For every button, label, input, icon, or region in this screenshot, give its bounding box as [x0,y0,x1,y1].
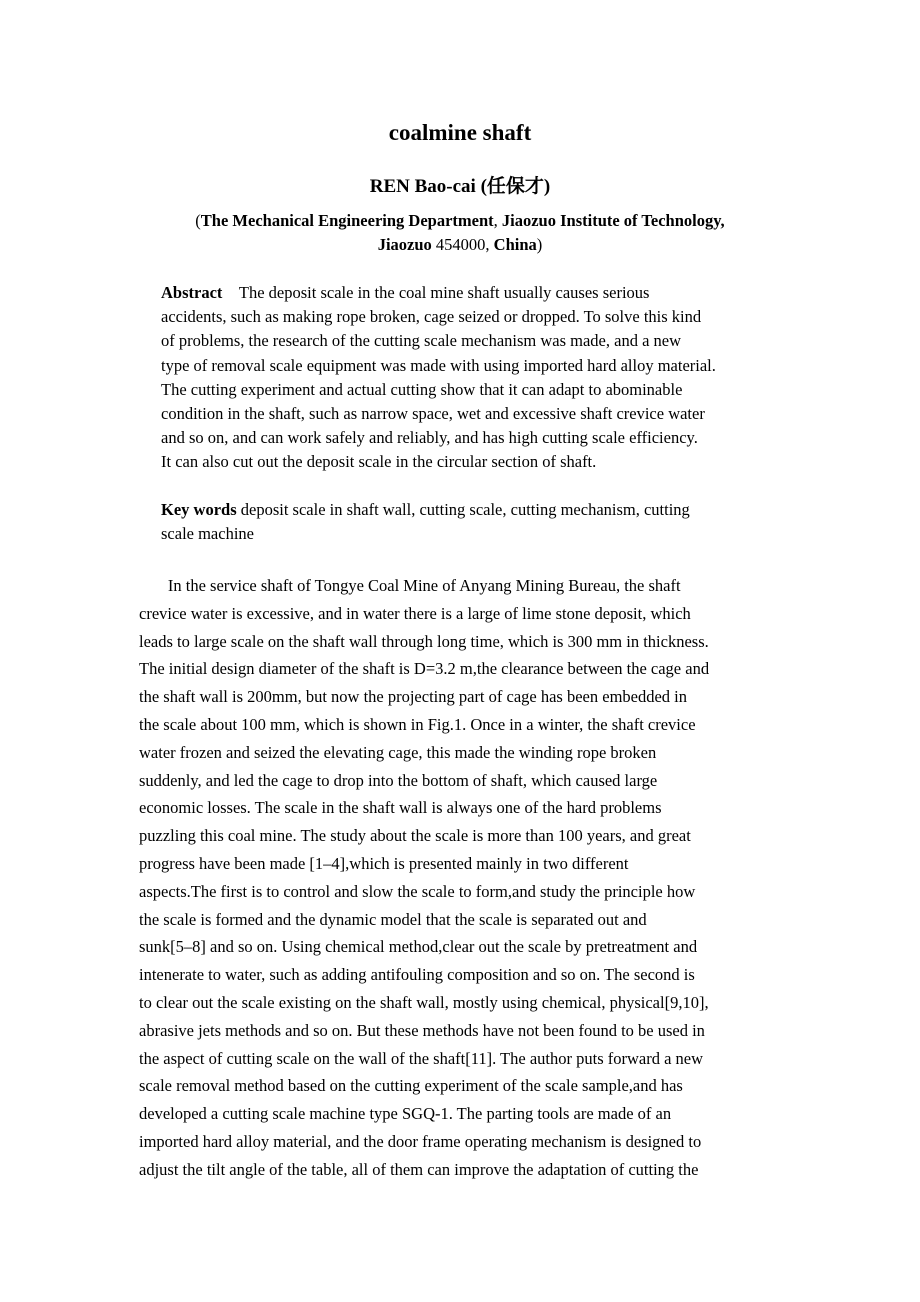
body-line: the scale about 100 mm, which is shown in Fig.1. Once in a winter, the shaft crevice [139,714,696,734]
body-line: intenerate to water, such as adding antifouling composition and so on. The second is [139,965,695,985]
author-name: REN Bao-cai (任保才) [369,176,551,197]
body-line: developed a cutting scale machine type SGQ-1. The parting tools are made of an [139,1104,672,1124]
keywords-line: scale machine [161,524,254,544]
affiliation-separator: , [493,211,502,230]
body-line: economic losses. The scale in the shaft wall is always one of the hard problems [139,798,662,818]
abstract-line: and so on, and can work safely and reliably, and has high cutting scale efficiency. [161,428,698,448]
body-line: puzzling this coal mine. The study about the scale is more than 100 years, and great [139,826,691,846]
body-line: suddenly, and led the cage to drop into the bottom of shaft, which caused large [139,770,658,790]
abstract-line: It can also cut out the deposit scale in the circular section of shaft. [161,452,597,472]
body-line: sunk[5–8] and so on. Using chemical method,clear out the scale by pretreatment and [139,937,698,957]
body-line [139,572,784,600]
body-line: crevice water is excessive, and in water there is a large of lime stone deposit, which [139,603,691,623]
affiliation-postcode: 454000, [431,235,494,254]
body-text [139,572,784,1184]
affiliation-institute: Jiaozuo Institute of Technology, [501,211,725,230]
keywords-text: deposit scale in shaft wall, cutting scale, cutting mechanism, cutting [240,500,690,519]
body-line: water frozen and seized the elevating cage, this made the winding rope broken [139,742,657,762]
body-line: adjust the tilt angle of the table, all of them can improve the adaptation of cutting the [139,1159,699,1179]
body-line: scale removal method based on the cutting experiment of the scale sample,and has [139,1076,683,1096]
abstract-label: Abstract [161,283,223,302]
affiliation-department: The Mechanical Engineering Department [200,211,494,230]
abstract-line: of problems, the research of the cutting scale mechanism was made, and a new [161,331,682,351]
affiliation-close-paren: ) [536,235,543,254]
affiliation-open-paren: ( [195,211,201,230]
affiliation-city: Jiaozuo [377,235,432,254]
affiliation [140,209,780,257]
abstract-line: type of removal scale equipment was made with using imported hard alloy material. [161,355,716,375]
abstract-line: The cutting experiment and actual cutting show that it can adapt to abominable [161,379,683,399]
keywords-label: Key words [161,500,237,519]
body-line: to clear out the scale existing on the shaft wall, mostly using chemical, physical[9,10], [139,992,709,1012]
body-line: the aspect of cutting scale on the wall of the shaft[11]. The author puts forward a new [139,1048,704,1068]
keywords-line [161,498,761,522]
keywords [161,498,761,546]
paper-title: coalmine shaft [388,120,532,145]
abstract-line [161,281,793,305]
body-first-line-text: In the service shaft of Tongye Coal Mine of Anyang Mining Bureau, the shaft [167,576,681,595]
affiliation-country: China [493,235,537,254]
body-line: abrasive jets methods and so on. But these methods have not been found to be used in [139,1020,705,1040]
body-line: progress have been made [1–4],which is presented mainly in two different [139,853,629,873]
body-line: imported hard alloy material, and the door frame operating mechanism is designed to [139,1131,702,1151]
abstract [161,281,793,475]
body-line: The initial design diameter of the shaft is D=3.2 m,the clearance between the cage and [139,659,710,679]
body-line: the scale is formed and the dynamic model that the scale is separated out and [139,909,647,929]
body-line: leads to large scale on the shaft wall through long time, which is 300 mm in thickness. [139,631,709,651]
abstract-line: accidents, such as making rope broken, cage seized or dropped. To solve this kind [161,307,702,327]
body-line: the shaft wall is 200mm, but now the projecting part of cage has been embedded in [139,687,688,707]
body-line: aspects.The first is to control and slow the scale to form,and study the principle how [139,881,696,901]
abstract-line: condition in the shaft, such as narrow space, wet and excessive shaft crevice water [161,404,705,424]
abstract-text: The deposit scale in the coal mine shaft usually causes serious [238,283,650,302]
